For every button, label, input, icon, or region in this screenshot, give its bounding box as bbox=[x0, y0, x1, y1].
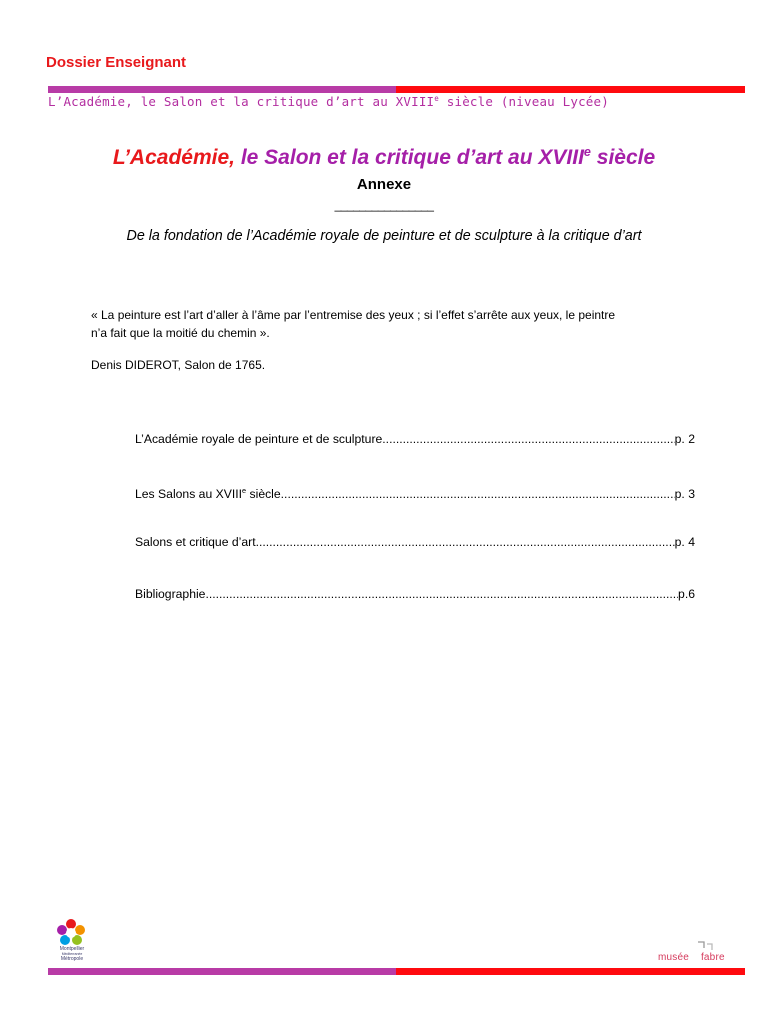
toc-leader bbox=[205, 587, 678, 601]
title-part-purple: le Salon et la critique d’art au XVIII bbox=[234, 146, 584, 169]
toc-leader bbox=[256, 535, 675, 549]
header-subtitle bbox=[48, 94, 609, 109]
title-sup: e bbox=[583, 145, 591, 159]
toc-item[interactable] bbox=[135, 487, 695, 501]
quote-line-1: « La peinture est l’art d’aller à l’âme par l’entremise des yeux ; si l’effet s’arrête aux yeux, le peintre bbox=[91, 308, 616, 322]
page-title bbox=[0, 146, 768, 170]
title-part-red: L’Académie, bbox=[112, 146, 235, 169]
toc-leader bbox=[382, 432, 674, 446]
subtitle-sup: e bbox=[434, 93, 440, 103]
footer-bar-red bbox=[396, 968, 745, 975]
toc-label: L’Académie royale de peinture et de sculpture bbox=[135, 432, 383, 446]
fabre-mark-icon bbox=[696, 940, 714, 952]
subtitle-text-end: siècle (niveau Lycée) bbox=[439, 94, 609, 109]
montpellier-logo bbox=[52, 918, 90, 962]
divider-line: ________________ bbox=[334, 198, 434, 212]
toc-label: Bibliographie bbox=[135, 587, 206, 601]
header-bar-purple bbox=[48, 86, 396, 93]
toc-leader bbox=[281, 487, 675, 501]
toc-item[interactable] bbox=[135, 587, 695, 601]
title-part-purple-wrap bbox=[235, 146, 655, 169]
toc-page: p. 2 bbox=[674, 432, 695, 446]
toc-label: Salons et critique d’art bbox=[135, 535, 256, 549]
fabre-logo-text: musée fabre bbox=[658, 952, 725, 963]
annexe-heading: Annexe bbox=[356, 176, 412, 193]
subtitle-text: L’Académie, le Salon et la critique d’art au XVIII bbox=[48, 94, 435, 109]
toc-label: Les Salons au XVIIIe siècle bbox=[135, 485, 281, 501]
toc-page: p. 3 bbox=[674, 487, 695, 501]
intro-line: De la fondation de l’Académie royale de peinture et de sculpture à la critique d’art bbox=[126, 228, 642, 244]
toc-item[interactable] bbox=[135, 535, 695, 549]
quote-author: Denis DIDEROT, Salon de 1765. bbox=[91, 358, 266, 372]
quote-block bbox=[91, 306, 691, 342]
flower-star-icon bbox=[52, 918, 90, 946]
musee-fabre-logo bbox=[656, 940, 746, 966]
quote-line-2: n’a fait que la moitié du chemin ». bbox=[91, 326, 270, 340]
title-part-end: siècle bbox=[590, 146, 656, 169]
toc-page: p. 4 bbox=[674, 535, 695, 549]
toc-page: p.6 bbox=[678, 587, 695, 601]
montpellier-logo-text: Montpellier Méditerranée Métropole bbox=[59, 946, 85, 962]
dossier-label: Dossier Enseignant bbox=[46, 54, 187, 71]
toc-item[interactable] bbox=[135, 432, 695, 446]
header-bar-red bbox=[396, 86, 745, 93]
footer-bar-purple bbox=[48, 968, 396, 975]
